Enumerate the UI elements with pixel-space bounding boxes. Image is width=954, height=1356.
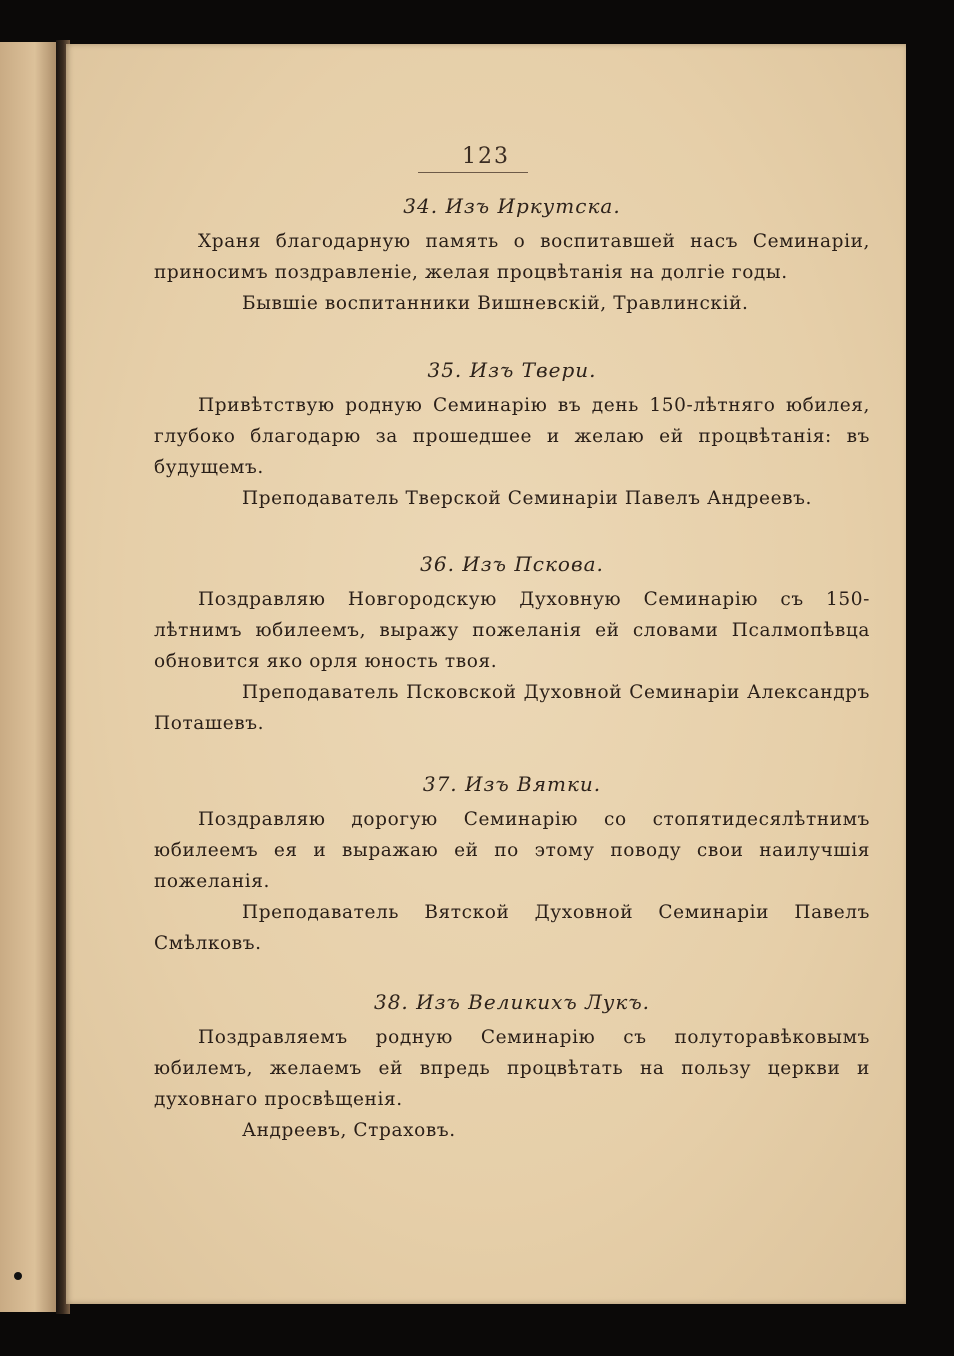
section-38 [154, 990, 870, 1146]
page-number-rule [418, 172, 528, 173]
section-text: Поздравляю дорогую Семинарію со стопятидесялѣтнимъ юбилеемъ ея и выражаю ей по этому поводу свои наилучшія пожеланія. [154, 809, 870, 892]
section-signature: Андреевъ, Страховъ. [242, 1120, 456, 1141]
section-34 [154, 194, 870, 319]
section-text: Привѣтствую родную Семинарію въ день 150-лѣтняго юбилея, глубоко благодарю за прошедшее и желаю ей процвѣтанія: въ будущемъ. [154, 395, 870, 478]
page-number: 123 [462, 144, 510, 169]
section-heading: 35. Изъ Твери. [427, 358, 597, 382]
binding-hole [14, 1272, 22, 1280]
section-signature: Преподаватель Вятской Духовной Семинаріи Павелъ Смѣлковъ. [154, 902, 870, 954]
section-signature: Бывшіе воспитанники Вишневскій, Травлинскій. [242, 293, 749, 314]
section-text: Поздравляемъ родную Семинарію съ полуторавѣковымъ юбилемъ, желаемъ ей впредь процвѣтать на пользу церкви и духовнаго просвѣщенія. [154, 1027, 870, 1110]
section-35 [154, 358, 870, 514]
left-page-edge [0, 42, 58, 1312]
section-37 [154, 772, 870, 959]
section-heading: 37. Изъ Вятки. [422, 772, 602, 796]
section-signature: Преподаватель Псковской Духовной Семинаріи Александръ Поташевъ. [154, 682, 870, 734]
section-signature: Преподаватель Тверской Семинаріи Павелъ Андреевъ. [242, 488, 812, 509]
book-page [66, 44, 906, 1304]
section-text: Храня благодарную память о воспитавшей насъ Семинаріи, приносимъ поздравленіе, желая процвѣтанія на долгіе годы. [154, 231, 870, 283]
section-heading: 34. Изъ Иркутска. [403, 194, 621, 218]
section-36 [154, 552, 870, 739]
section-heading: 36. Изъ Пскова. [420, 552, 604, 576]
section-heading: 38. Изъ Великихъ Лукъ. [373, 990, 651, 1014]
section-text: Поздравляю Новгородскую Духовную Семинарію съ 150-лѣтнимъ юбилеемъ, выражу пожеланія ей словами Псалмопѣвца обновится яко орля юность твоя. [154, 589, 870, 672]
